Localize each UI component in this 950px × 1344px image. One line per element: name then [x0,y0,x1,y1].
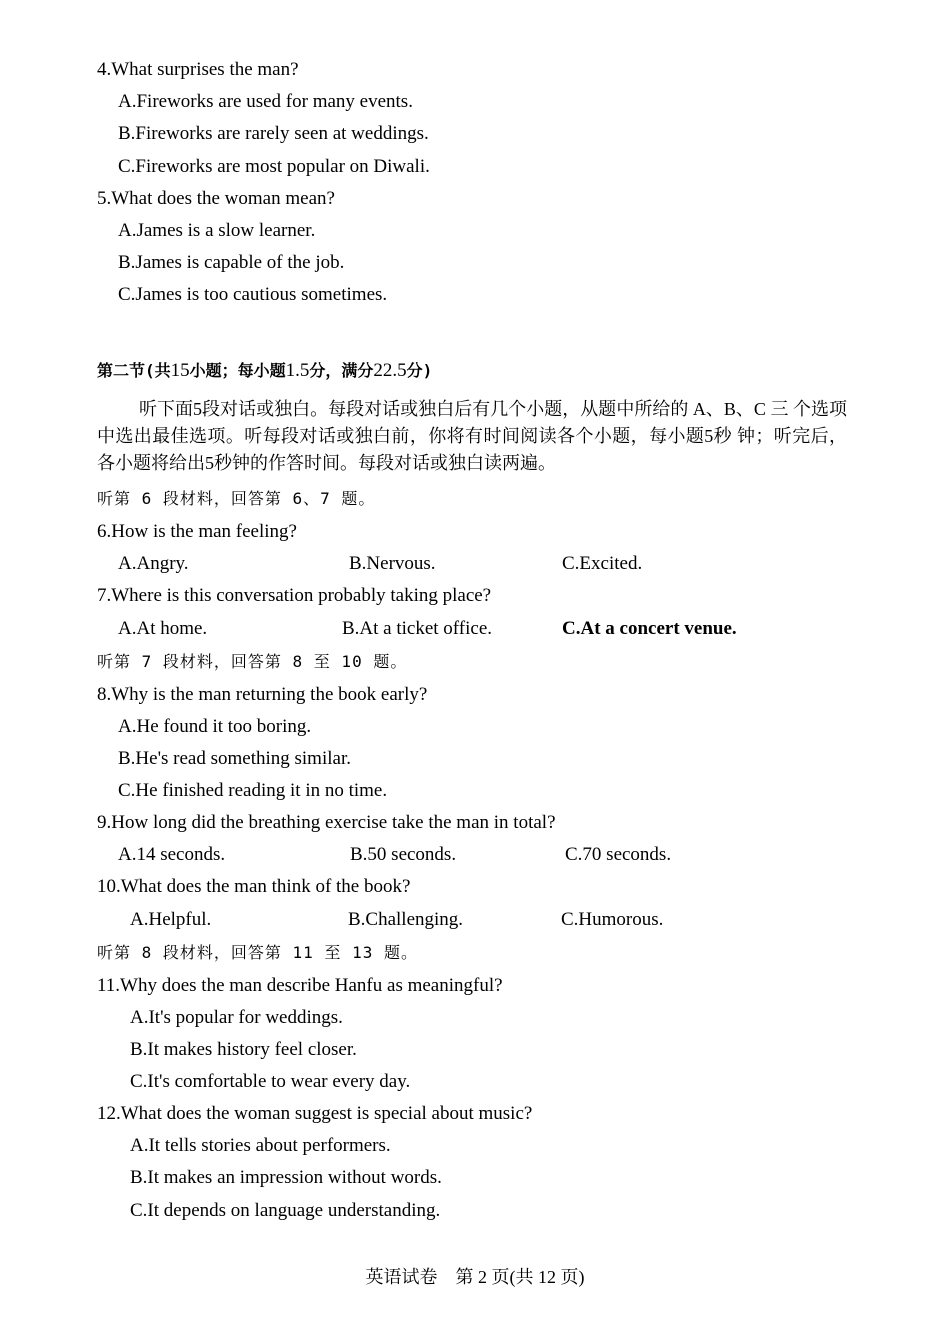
question-9-option-a: A.14 seconds. [118,844,226,865]
question-6-option-c: C.Excited. [562,553,643,574]
question-11-option-c: C.It's comfortable to wear every day. [130,1071,411,1092]
question-7-stem: 7.Where is this conversation probably taking place? [97,585,492,606]
question-7-option-b: B.At a ticket office. [342,618,493,639]
question-10-option-c: C.Humorous. [561,909,664,930]
question-5-option-b: B.James is capable of the job. [118,252,345,273]
question-12-option-a: A.It tells stories about performers. [130,1135,391,1156]
question-6-option-a: A.Angry. [118,553,189,574]
listen-heading-8: 听第 8 段材料，回答第 11 至 13 题。 [97,943,418,962]
question-8-option-a: A.He found it too boring. [118,716,312,737]
question-4-option-b: B.Fireworks are rarely seen at weddings. [118,123,429,144]
question-5-stem: 5.What does the woman mean? [97,188,335,209]
question-9-stem: 9.How long did the breathing exercise take the man in total? [97,812,556,833]
question-8-option-b: B.He's read something similar. [118,748,351,769]
question-11-stem: 11.Why does the man describe Hanfu as meaningful? [97,975,503,996]
page-footer: 英语试卷 第 2 页(共 12 页) [365,1267,585,1287]
question-4-stem: 4.What surprises the man? [97,59,299,80]
question-12-option-b: B.It makes an impression without words. [130,1167,442,1188]
question-11-option-a: A.It's popular for weddings. [130,1007,343,1028]
listen-heading-6: 听第 6 段材料，回答第 6、7 题。 [97,489,376,508]
question-6-stem: 6.How is the man feeling? [97,521,297,542]
question-8-stem: 8.Why is the man returning the book early? [97,684,428,705]
section-2-instructions: 听下面5段对话或独白。每段对话或独白后有几个小题，从题中所给的 A、B、C 三 个选项中选出最佳选项。听每段对话或独白前，你将有时间阅读各个小题，每小题5秒 钟；听完后，各小题将给出5秒钟的作答时间。每段对话或独白读两遍。 [97,399,847,473]
question-8-option-c: C.He finished reading it in no time. [118,780,388,801]
question-10-option-b: B.Challenging. [348,909,464,930]
question-5-option-c: C.James is too cautious sometimes. [118,284,388,305]
question-12-option-c: C.It depends on language understanding. [130,1200,441,1221]
listen-heading-7: 听第 7 段材料，回答第 8 至 10 题。 [97,652,408,671]
question-10-option-a: A.Helpful. [130,909,212,930]
question-9-option-b: B.50 seconds. [350,844,457,865]
question-10-stem: 10.What does the man think of the book? [97,876,411,897]
question-5-option-a: A.James is a slow learner. [118,220,316,241]
section-2-title: 第二节(共15小题；每小题1.5分，满分22.5分) [97,360,433,381]
question-7-option-c: C.At a concert venue. [562,618,737,639]
question-4-option-a: A.Fireworks are used for many events. [118,91,413,112]
question-9-option-c: C.70 seconds. [565,844,672,865]
question-12-stem: 12.What does the woman suggest is special about music? [97,1103,533,1124]
question-6-option-b: B.Nervous. [349,553,436,574]
question-11-option-b: B.It makes history feel closer. [130,1039,357,1060]
question-4-option-c: C.Fireworks are most popular on Diwali. [118,156,430,177]
question-7-option-a: A.At home. [118,618,208,639]
